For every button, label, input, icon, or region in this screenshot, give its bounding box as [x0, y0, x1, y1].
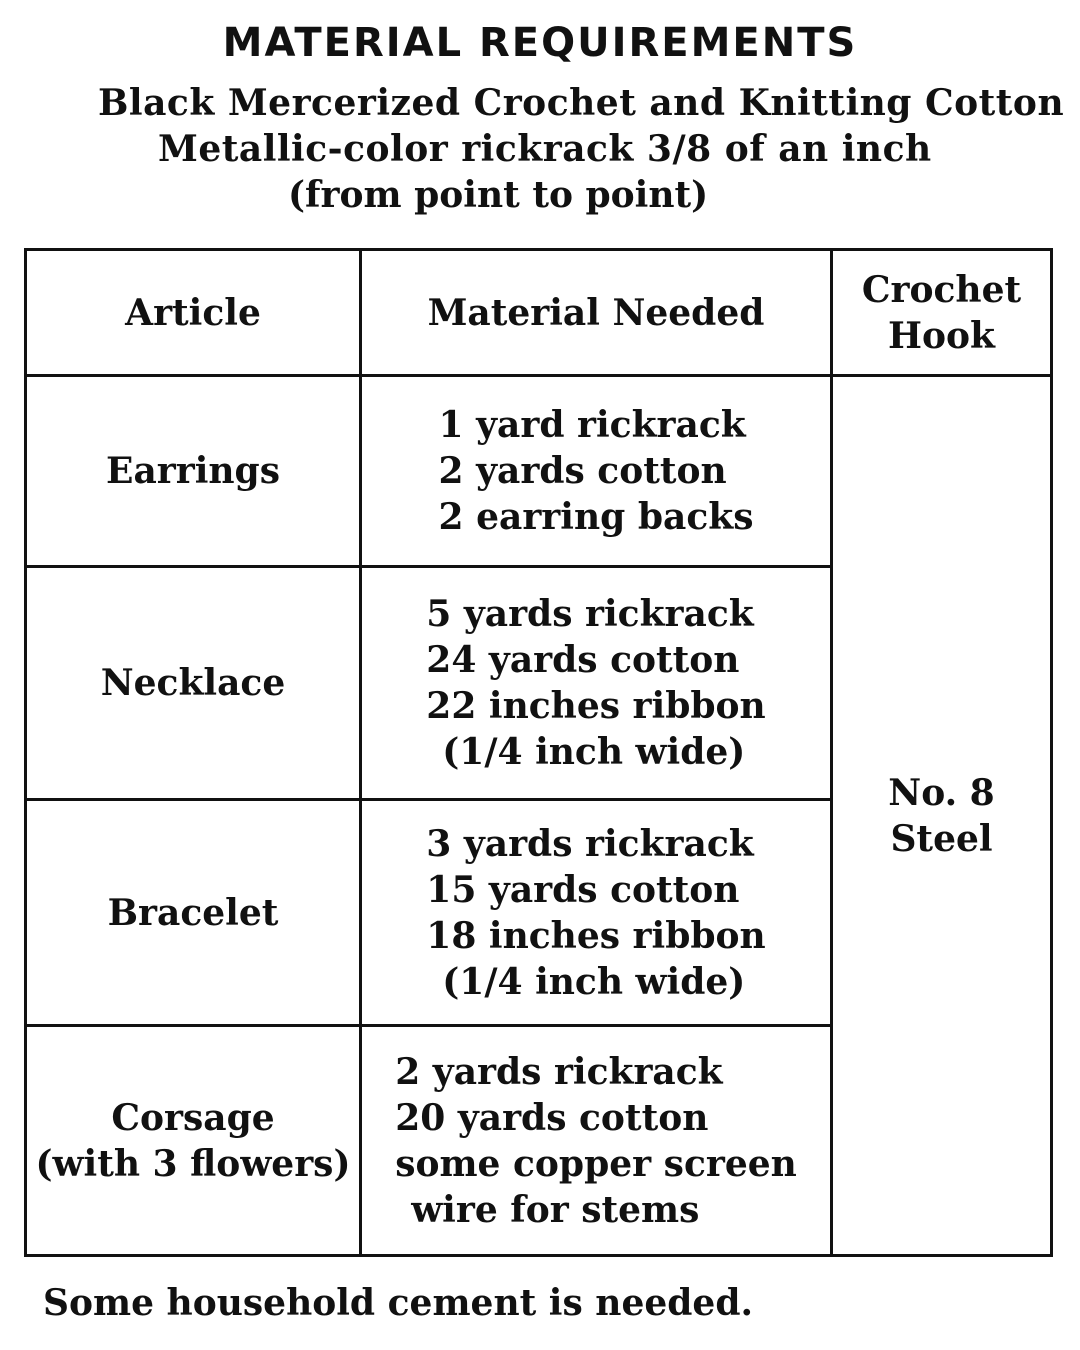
material-cell	[361, 567, 832, 800]
article-name: Corsage	[111, 1096, 275, 1139]
header-article-label: Article	[125, 291, 261, 334]
article-name: Necklace	[100, 662, 286, 704]
header-hook	[832, 250, 1052, 376]
material-item: (1/4 inch wide)	[442, 731, 746, 773]
material-item: (1/4 inch wide)	[442, 960, 746, 1003]
table-header-row	[26, 250, 1052, 376]
article-cell	[26, 567, 361, 800]
material-item: 20 yards cotton	[395, 1096, 709, 1139]
header-material-label: Material Needed	[427, 291, 765, 334]
intro-line-thread: Black Mercerized Crochet and Knitting Cotton	[98, 82, 1065, 124]
material-cell	[361, 800, 832, 1026]
table-row	[26, 376, 1052, 567]
article-cell	[26, 1026, 361, 1256]
material-cell	[361, 1026, 832, 1256]
header-hook-line: Crochet	[861, 268, 1022, 311]
material-list	[426, 591, 765, 775]
material-item: some copper screen	[395, 1142, 797, 1185]
material-item: 18 inches ribbon	[426, 914, 766, 957]
hook-value: Steel	[890, 817, 993, 860]
article-name: Earrings	[106, 450, 280, 492]
page-title: MATERIAL REQUIREMENTS	[222, 20, 858, 66]
intro-line-rickrack: Metallic-color rickrack 3/8 of an inch	[158, 128, 932, 170]
material-item: 15 yards cotton	[426, 868, 740, 911]
material-requirements-table	[24, 248, 1053, 1257]
article-cell	[26, 800, 361, 1026]
material-list	[439, 402, 754, 540]
material-item: 2 earring backs	[438, 496, 754, 538]
material-item: 22 inches ribbon	[426, 685, 766, 727]
material-list	[426, 821, 765, 1005]
material-item: 5 yards rickrack	[426, 593, 754, 635]
footnote: Some household cement is needed.	[43, 1282, 754, 1324]
hook-value: No. 8	[888, 771, 995, 814]
material-list	[395, 1049, 797, 1233]
material-item: wire for stems	[411, 1188, 700, 1231]
intro-line-measure-note: (from point to point)	[288, 174, 709, 216]
article-note: (with 3 flowers)	[35, 1142, 351, 1185]
material-item: 3 yards rickrack	[426, 822, 754, 865]
header-article	[26, 250, 361, 376]
header-material	[361, 250, 832, 376]
header-hook-line: Hook	[888, 314, 995, 357]
hook-cell	[832, 376, 1052, 1256]
material-item: 1 yard rickrack	[438, 404, 746, 446]
material-cell	[361, 376, 832, 567]
material-item: 2 yards rickrack	[395, 1050, 723, 1093]
material-item: 2 yards cotton	[438, 450, 727, 492]
material-item: 24 yards cotton	[426, 639, 740, 681]
article-cell	[26, 376, 361, 567]
article-name: Bracelet	[107, 891, 279, 934]
